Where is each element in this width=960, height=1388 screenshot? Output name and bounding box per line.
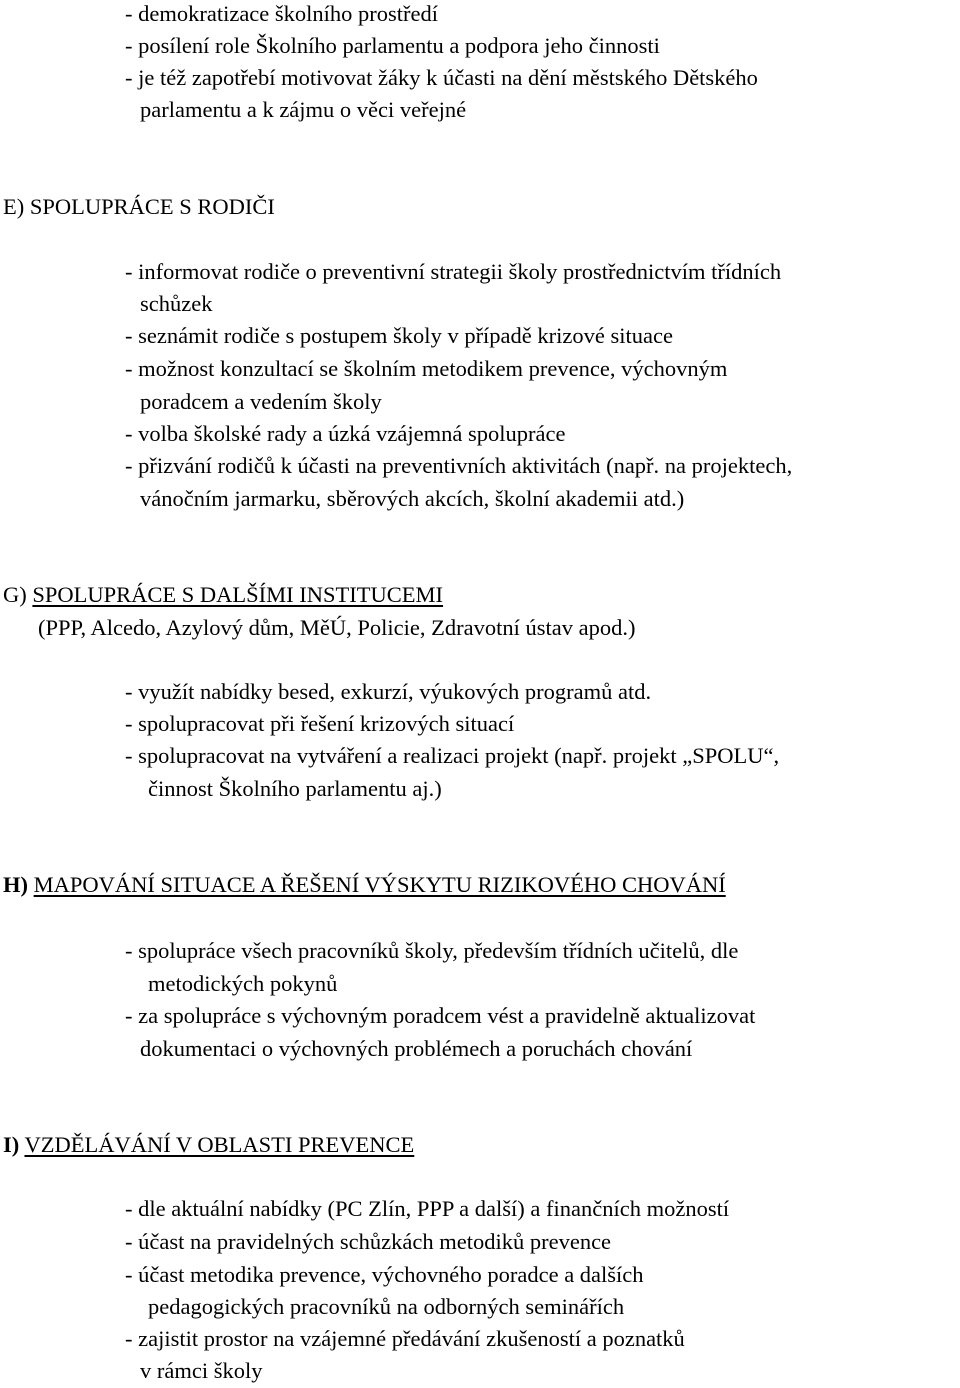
list-item-continuation: činnost Školního parlamentu aj.) [148,776,442,801]
list-item-continuation: vánočním jarmarku, sběrových akcích, školní akademii atd.) [140,486,685,511]
list-item-continuation: poradcem a vedením školy [140,389,382,414]
list-item: - zajistit prostor na vzájemné předávání zkušeností a poznatků [125,1326,685,1351]
list-item: - spolupráce všech pracovníků školy, především třídních učitelů, dle [125,938,739,963]
section-letter: I) [3,1132,20,1157]
list-item-continuation: schůzek [140,291,213,316]
list-item-continuation: pedagogických pracovníků na odborných seminářích [148,1294,625,1319]
list-item: - přizvání rodičů k účasti na preventivních aktivitách (např. na projektech, [125,453,793,478]
list-item: - informovat rodiče o preventivní strategii školy prostřednictvím třídních [125,259,782,284]
section-heading-i [3,1134,414,1157]
list-item: - účast metodika prevence, výchovného poradce a dalších [125,1262,644,1287]
list-item: - je též zapotřebí motivovat žáky k účasti na dění městského Dětského [125,65,758,90]
section-title: SPOLUPRÁCE S DALŠÍMI INSTITUCEMI [32,582,444,607]
list-item: - možnost konzultací se školním metodikem prevence, výchovným [125,356,728,381]
list-item-continuation: parlamentu a k zájmu o věci veřejné [140,97,467,122]
list-item-continuation: v rámci školy [140,1358,263,1383]
section-subtitle: (PPP, Alcedo, Azylový dům, MěÚ, Policie, Zdravotní ústav apod.) [38,615,636,640]
list-item-continuation: dokumentaci o výchovných problémech a poruchách chování [140,1036,693,1061]
section-title: VZDĚLÁVÁNÍ V OBLASTI PREVENCE [24,1132,415,1157]
list-item: - dle aktuální nabídky (PC Zlín, PPP a další) a finančních možností [125,1196,730,1221]
section-heading-h [3,874,726,897]
list-item: - volba školské rady a úzká vzájemná spolupráce [125,421,566,446]
list-item: - účast na pravidelných schůzkách metodiků prevence [125,1229,612,1254]
section-heading-g [3,584,443,607]
list-item: - za spolupráce s výchovným poradcem vést a pravidelně aktualizovat [125,1003,756,1028]
list-item: - spolupracovat na vytváření a realizaci projekt (např. projekt „SPOLU“, [125,743,780,768]
section-title: MAPOVÁNÍ SITUACE A ŘEŠENÍ VÝSKYTU RIZIKOVÉHO CHOVÁNÍ [33,872,726,897]
section-letter: H) [3,872,28,897]
list-item: - seznámit rodiče s postupem školy v případě krizové situace [125,323,673,348]
section-heading-e: E) SPOLUPRÁCE S RODIČI [3,194,275,219]
list-item-continuation: metodických pokynů [148,971,338,996]
list-item: - spolupracovat při řešení krizových situací [125,711,515,736]
list-item: - využít nabídky besed, exkurzí, výukových programů atd. [125,679,652,704]
section-letter: G) [3,582,27,607]
list-item: - posílení role Školního parlamentu a podpora jeho činnosti [125,33,660,58]
list-item: - demokratizace školního prostředí [125,1,439,26]
